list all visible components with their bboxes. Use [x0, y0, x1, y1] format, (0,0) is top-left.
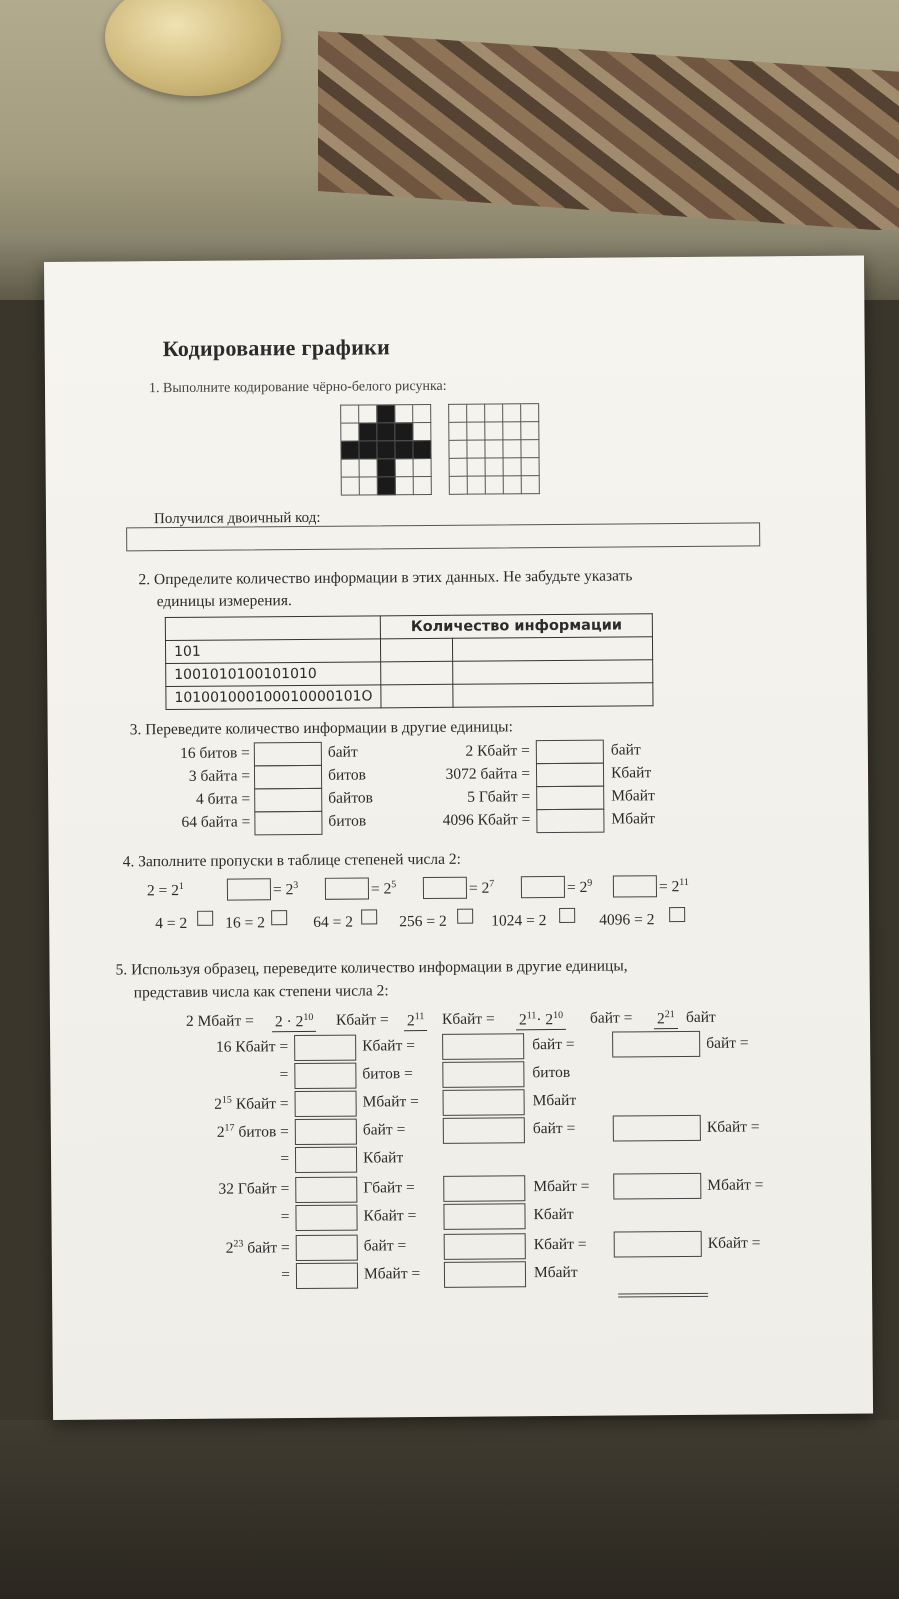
- grid-cell-black: [359, 423, 377, 441]
- conversion-right-unit: Кбайт: [610, 764, 652, 782]
- sample-value1-exponent: 10: [303, 1011, 314, 1023]
- worksheet: [44, 256, 873, 1420]
- power-equals-base: = 2: [370, 880, 392, 898]
- power-equals-base: = 2: [468, 879, 490, 897]
- sample-value2: [404, 1011, 428, 1031]
- answer-cell[interactable]: [453, 660, 653, 685]
- power-value-box[interactable]: [423, 877, 467, 899]
- grid-cell-black: [377, 405, 395, 423]
- conversion-left-answer[interactable]: [254, 811, 322, 836]
- power-equals-base: = 2: [272, 881, 294, 899]
- grid-cell-empty[interactable]: [486, 458, 504, 476]
- row-answer-1[interactable]: [294, 1063, 356, 1089]
- row-answer-1[interactable]: [294, 1035, 356, 1061]
- pattern-grid: [340, 404, 432, 496]
- grid-cell-empty[interactable]: [485, 440, 503, 458]
- row-answer-3[interactable]: [614, 1231, 702, 1258]
- table-cell-data: 101: [165, 639, 380, 664]
- sample-start: 2 Мбайт =: [185, 1012, 254, 1030]
- grid-cell-empty[interactable]: [522, 476, 540, 494]
- row-unit-1: Гбайт =: [363, 1179, 415, 1197]
- grid-cell-white: [341, 424, 359, 442]
- answer-cell[interactable]: [381, 661, 453, 685]
- power-row2-label: 1024 = 2: [491, 912, 547, 930]
- power-value-box[interactable]: [325, 877, 369, 899]
- table-surface: [0, 1420, 899, 1599]
- row-answer-2[interactable]: [444, 1261, 526, 1288]
- power-exponent-box[interactable]: [361, 909, 377, 924]
- power-equals: [567, 878, 593, 897]
- conversion-right-unit: Мбайт: [611, 810, 656, 828]
- sample-unit2: Кбайт =: [441, 1010, 495, 1028]
- conversion-left-answer[interactable]: [254, 742, 322, 767]
- sample-value3-part: 10: [553, 1009, 564, 1022]
- page-title: Кодирование графики: [162, 334, 391, 362]
- grid-cell-black: [377, 423, 395, 441]
- grid-cell-white: [342, 478, 360, 496]
- row-lead: [51, 1122, 289, 1143]
- row-answer-1[interactable]: [295, 1119, 357, 1145]
- conversion-left-from: 64 байта =: [181, 813, 251, 831]
- power-first-exponent: 1: [178, 880, 184, 892]
- power-exponent-box[interactable]: [669, 907, 685, 922]
- grid-cell-white: [359, 405, 377, 423]
- grid-cell-empty[interactable]: [449, 423, 467, 441]
- row-answer-3[interactable]: [613, 1173, 701, 1200]
- row-unit-1: Мбайт =: [362, 1093, 419, 1111]
- row-unit-2: байт =: [532, 1035, 575, 1054]
- grid-cell-empty[interactable]: [467, 405, 485, 423]
- sample-value2-exponent: 11: [414, 1011, 425, 1023]
- row-answer-1[interactable]: [296, 1235, 358, 1261]
- grid-cell-empty[interactable]: [522, 458, 540, 476]
- power-exponent-box[interactable]: [197, 911, 213, 926]
- row-lead: =: [281, 1266, 291, 1284]
- row-unit-3: Мбайт =: [707, 1176, 764, 1194]
- task2-prompt-line2: единицы измерения.: [156, 592, 292, 611]
- power-equals: [469, 878, 495, 897]
- row-unit-1: байт =: [363, 1237, 407, 1255]
- row-lead: [51, 1094, 289, 1115]
- sample-unit3: байт =: [589, 1009, 633, 1027]
- power-exponent-box[interactable]: [559, 908, 575, 923]
- grid-cell-white: [396, 477, 414, 495]
- grid-cell-empty[interactable]: [450, 459, 468, 477]
- conversion-left-from: 3 байта =: [188, 767, 251, 785]
- row-lead-base: 2: [214, 1095, 223, 1113]
- grid-cell-black: [378, 477, 396, 495]
- sample-value3-part: 2: [518, 1011, 527, 1029]
- grid-cell-empty[interactable]: [467, 423, 485, 441]
- conversion-left-from: 4 бита =: [195, 790, 251, 808]
- conversion-left-from: 16 битов =: [179, 744, 250, 762]
- row-unit-2: Кбайт: [533, 1205, 574, 1224]
- grid-cell-white: [413, 405, 431, 423]
- power-value-box[interactable]: [521, 876, 565, 898]
- grid-cell-empty[interactable]: [468, 459, 486, 477]
- power-first: [147, 881, 184, 900]
- row-lead: =: [279, 1066, 289, 1084]
- row-unit-2: Мбайт: [532, 1091, 577, 1110]
- binary-code-field[interactable]: [126, 522, 760, 551]
- row-unit-1: битов =: [362, 1065, 413, 1083]
- grid-cell-empty[interactable]: [503, 404, 521, 422]
- grid-cell-white: [341, 406, 359, 424]
- grid-cell-white: [414, 459, 432, 477]
- power-equals-exponent: 7: [489, 878, 495, 890]
- row-lead-base: 2: [225, 1239, 234, 1257]
- row-answer-3[interactable]: [612, 1031, 700, 1058]
- row-lead: [52, 1238, 290, 1259]
- final-answer-line[interactable]: [618, 1293, 708, 1298]
- grid-cell-white: [342, 460, 360, 478]
- row-lead-base: 2: [216, 1123, 225, 1141]
- sample-value3-part: 11: [526, 1010, 537, 1022]
- grid-cell-black: [377, 441, 395, 459]
- row-answer-2[interactable]: [444, 1233, 526, 1260]
- conversion-right-from: 3072 байта =: [445, 765, 531, 783]
- binary-code-label: Получился двоичный код:: [153, 509, 321, 528]
- answer-cell[interactable]: [381, 638, 453, 662]
- conversion-right-unit: байт: [610, 741, 641, 759]
- conversion-right-from: 2 Кбайт =: [465, 742, 530, 760]
- row-unit-2: Мбайт: [533, 1263, 578, 1282]
- power-row2-label: 4 = 2: [155, 914, 188, 933]
- grid-cell-white: [414, 477, 432, 495]
- grid-cell-white: [396, 459, 414, 477]
- grid-cell-empty[interactable]: [485, 404, 503, 422]
- answer-cell[interactable]: [453, 637, 653, 662]
- row-unit-2: Мбайт =: [533, 1177, 590, 1196]
- table-row: [166, 683, 653, 710]
- sample-value3-part: · 2: [536, 1011, 554, 1029]
- grid-cell-black: [378, 459, 396, 477]
- grid-cell-empty[interactable]: [450, 477, 468, 495]
- grid-cell-empty[interactable]: [521, 440, 539, 458]
- grid-cell-empty[interactable]: [521, 404, 539, 422]
- row-answer-2[interactable]: [443, 1203, 525, 1230]
- sample-value1: [272, 1012, 317, 1033]
- grid-cell-empty[interactable]: [504, 458, 522, 476]
- grid-cell-white: [395, 405, 413, 423]
- row-lead: =: [280, 1150, 290, 1168]
- power-equals-base: = 2: [566, 878, 588, 897]
- row-answer-1[interactable]: [295, 1205, 357, 1231]
- conversion-left-unit: битов: [328, 812, 367, 830]
- conversion-right-from: 5 Гбайт =: [467, 788, 531, 806]
- sample-value2-base: 2: [406, 1012, 415, 1030]
- power-equals-exponent: 11: [679, 876, 689, 889]
- grid-cell-empty[interactable]: [503, 422, 521, 440]
- grid-cell-empty[interactable]: [504, 476, 522, 494]
- row-unit-2: битов: [532, 1063, 571, 1082]
- conversion-right-answer[interactable]: [536, 786, 604, 811]
- grid-cell-black: [395, 423, 413, 441]
- table-cell-data: 1001010100101010: [166, 662, 381, 687]
- row-unit-1: байт =: [362, 1121, 406, 1139]
- conversion-right-answer[interactable]: [536, 763, 604, 788]
- task3-prompt: 3. Переведите количество информации в другие единицы:: [129, 718, 513, 739]
- answer-grid[interactable]: [448, 403, 540, 495]
- row-unit-3: Кбайт =: [706, 1118, 760, 1136]
- row-lead-rest: байт =: [243, 1239, 290, 1257]
- task5-prompt-line1: 5. Используя образец, переведите количество информации в другие единицы,: [115, 957, 628, 979]
- table-header: Количество информации: [380, 614, 652, 639]
- conversion-left-unit: битов: [327, 766, 366, 784]
- row-unit-2: байт =: [532, 1119, 576, 1138]
- info-table: [165, 613, 654, 710]
- row-lead-exponent: 23: [233, 1238, 244, 1250]
- conversion-left-answer[interactable]: [254, 765, 322, 790]
- conversion-left-unit: байт: [327, 743, 358, 761]
- answer-cell[interactable]: [453, 683, 653, 708]
- row-answer-3[interactable]: [613, 1115, 701, 1142]
- row-answer-2[interactable]: [442, 1033, 524, 1060]
- table-header-empty: [165, 616, 380, 641]
- grid-cell-empty[interactable]: [449, 441, 467, 459]
- row-lead-exponent: 17: [224, 1122, 235, 1134]
- power-equals-exponent: 9: [587, 877, 593, 889]
- row-lead: 32 Гбайт =: [218, 1180, 290, 1198]
- sample-value4-base: 2: [656, 1010, 665, 1028]
- power-equals: [371, 879, 397, 898]
- conversion-right-from: 4096 Кбайт =: [442, 811, 531, 829]
- grid-cell-empty[interactable]: [449, 405, 467, 423]
- grid-cell-empty[interactable]: [521, 422, 539, 440]
- row-unit-3: Кбайт =: [707, 1234, 761, 1252]
- grid-cell-empty[interactable]: [485, 422, 503, 440]
- power-exponent-box[interactable]: [271, 910, 287, 925]
- sample-value1-base: 2 · 2: [274, 1013, 304, 1031]
- conversion-left-answer[interactable]: [254, 788, 322, 813]
- conversion-right-answer[interactable]: [536, 809, 604, 834]
- grid-cell-white: [360, 459, 378, 477]
- grid-cell-empty[interactable]: [486, 476, 504, 494]
- grid-cell-black: [341, 442, 359, 460]
- row-answer-1[interactable]: [295, 1091, 357, 1117]
- row-answer-2[interactable]: [443, 1175, 525, 1202]
- power-equals-base: = 2: [658, 878, 680, 896]
- grid-cell-white: [413, 423, 431, 441]
- row-answer-2[interactable]: [442, 1061, 524, 1088]
- row-unit-2: Кбайт =: [533, 1235, 587, 1254]
- power-equals: [659, 877, 689, 896]
- row-lead-exponent: 15: [221, 1094, 232, 1106]
- row-lead: 16 Кбайт =: [215, 1038, 289, 1056]
- row-lead-rest: битов =: [234, 1123, 289, 1141]
- sample-value4-exponent: 21: [664, 1009, 675, 1021]
- sample-value4: [654, 1009, 678, 1029]
- power-row2-label: 256 = 2: [399, 912, 447, 931]
- table-cell-data: 101001000100010000101О: [166, 685, 381, 710]
- task5-prompt-line2: представив числа как степени числа 2:: [133, 982, 389, 1002]
- row-answer-2[interactable]: [443, 1117, 525, 1144]
- power-value-box[interactable]: [613, 875, 657, 897]
- task1-prompt: 1. Выполните кодирование чёрно-белого рисунка:: [148, 378, 447, 397]
- sample-unit4: байт: [685, 1008, 716, 1026]
- row-unit-3: байт =: [706, 1034, 749, 1052]
- task2-prompt-line1: 2. Определите количество информации в этих данных. Не забудьте указать: [138, 567, 633, 589]
- sample-value3: [516, 1010, 566, 1031]
- sample-unit1: Кбайт =: [335, 1011, 389, 1029]
- grid-cell-black: [395, 441, 413, 459]
- conversion-left-unit: байтов: [328, 789, 373, 807]
- grid-cell-black: [413, 441, 431, 459]
- power-row2-label: 16 = 2: [225, 914, 266, 932]
- power-equals-exponent: 3: [293, 880, 299, 892]
- grid-cell-empty[interactable]: [467, 441, 485, 459]
- row-answer-1[interactable]: [295, 1177, 357, 1203]
- row-lead: =: [280, 1208, 290, 1226]
- power-equals: [273, 880, 299, 899]
- row-answer-1[interactable]: [295, 1147, 357, 1173]
- grid-cell-white: [360, 477, 378, 495]
- row-unit-1: Кбайт =: [363, 1207, 417, 1225]
- grid-cell-empty[interactable]: [468, 477, 486, 495]
- grid-cell-empty[interactable]: [503, 440, 521, 458]
- power-equals-exponent: 5: [391, 879, 397, 891]
- row-unit-1: Кбайт =: [362, 1037, 416, 1055]
- conversion-right-answer[interactable]: [536, 740, 604, 765]
- task4-prompt: 4. Заполните пропуски в таблице степеней числа 2:: [122, 850, 462, 871]
- row-lead-rest: Кбайт =: [231, 1095, 289, 1113]
- conversion-right-unit: Мбайт: [611, 787, 655, 805]
- row-unit-1: Мбайт =: [363, 1265, 421, 1283]
- answer-cell[interactable]: [381, 684, 453, 708]
- power-row2-label: 4096 = 2: [599, 911, 655, 929]
- row-unit-1: Кбайт: [362, 1149, 404, 1167]
- row-answer-1[interactable]: [296, 1263, 358, 1289]
- grid-cell-black: [359, 441, 377, 459]
- power-row2-label: 64 = 2: [313, 913, 354, 931]
- power-first-base: 2 = 2: [146, 882, 180, 900]
- power-exponent-box[interactable]: [457, 909, 473, 924]
- row-answer-2[interactable]: [443, 1089, 525, 1116]
- power-value-box[interactable]: [227, 878, 271, 900]
